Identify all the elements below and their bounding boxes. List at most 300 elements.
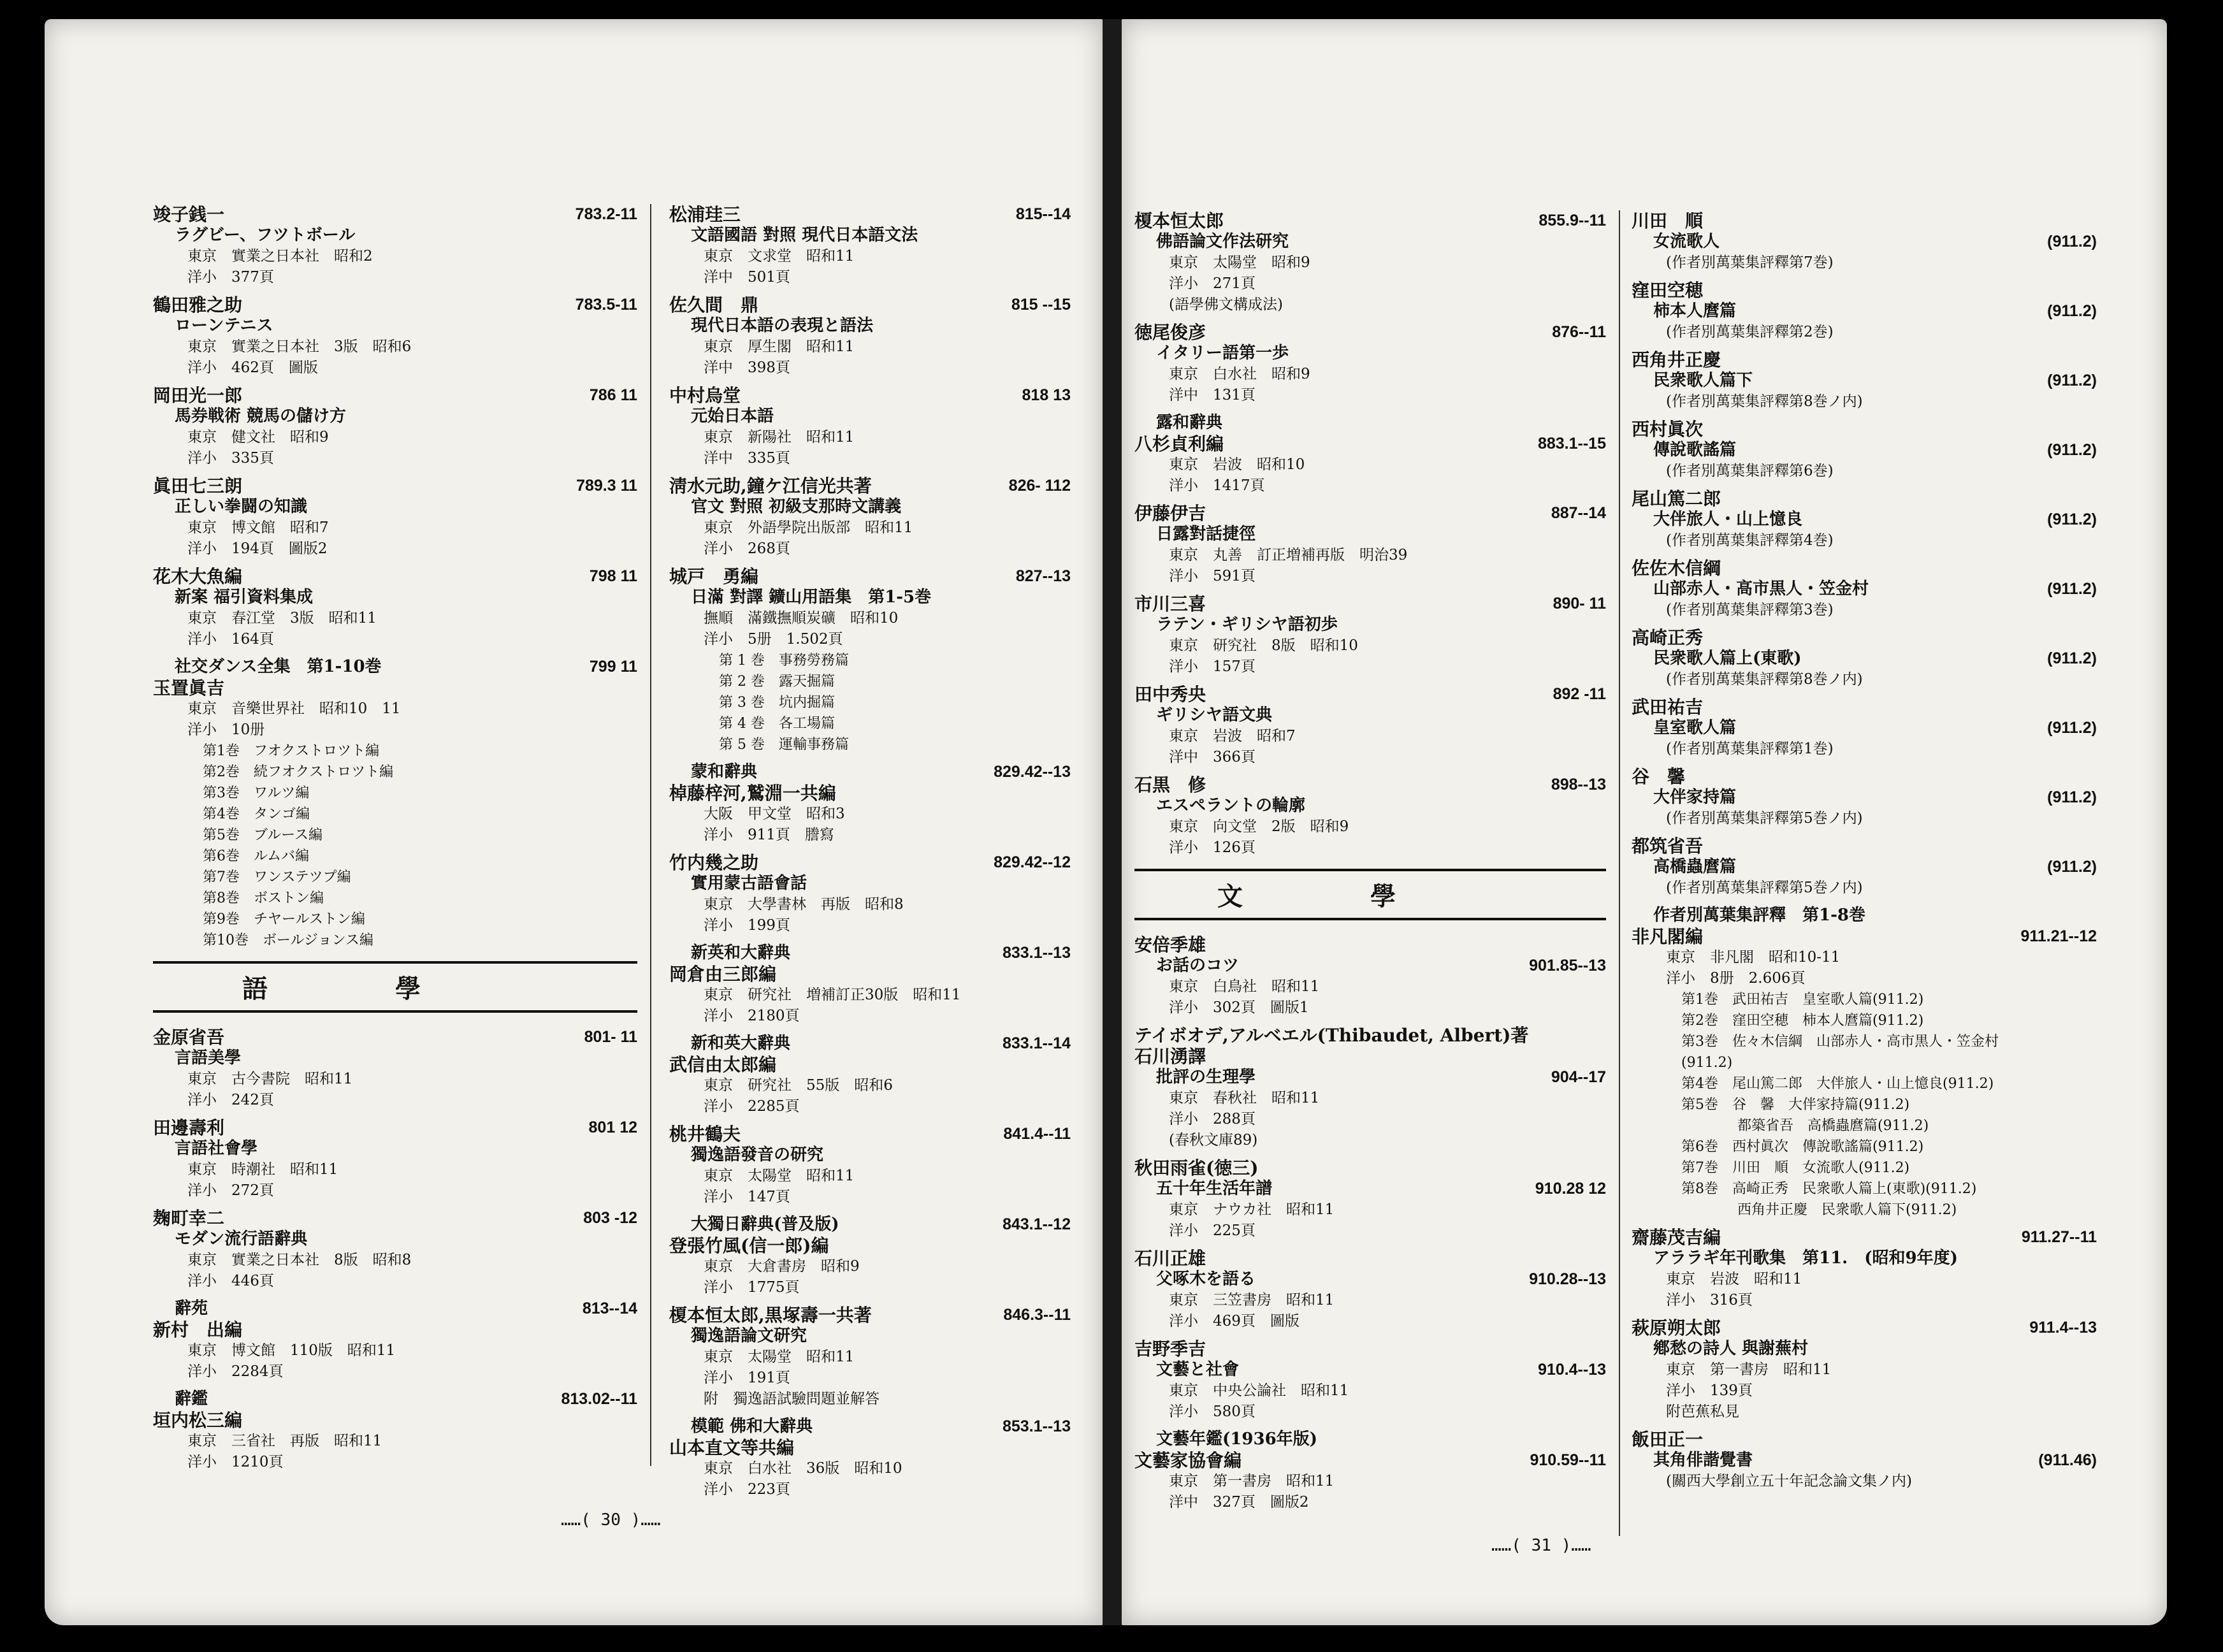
entry-text: 附芭蕉私見 (1666, 1403, 1739, 1420)
entry-line (669, 943, 1071, 964)
entry-text: 新案 福引資料集成 (175, 588, 314, 607)
column-divider (650, 204, 651, 1466)
entry-line (153, 1117, 637, 1138)
classification-number: 783.2-11 (575, 205, 637, 223)
column-divider (1619, 210, 1620, 1536)
entry-text: 洋小 194頁 圖版2 (187, 540, 328, 557)
entry-line (1632, 905, 2097, 926)
entry-line (153, 699, 637, 720)
catalog-entry (1632, 766, 2097, 829)
classification-number: 833.1--13 (1002, 944, 1071, 962)
catalog-entry (669, 1305, 1071, 1410)
entry-text: 洋中 398頁 (704, 359, 790, 376)
section-heading: 文學 (1134, 869, 1606, 920)
entry-line (1632, 739, 2097, 760)
entry-line (1134, 475, 1606, 496)
entry-line (669, 1124, 1071, 1145)
entry-text: 岡田光一郎 (153, 385, 243, 406)
classification-number: 890- 11 (1553, 595, 1606, 612)
entry-line (153, 825, 637, 846)
entry-line (669, 964, 1071, 985)
entry-text: 東京 岩波 昭和7 (1169, 728, 1296, 744)
entry-line (1134, 252, 1606, 273)
catalog-entry (669, 566, 1071, 755)
entry-text: 洋小 2284頁 (187, 1363, 284, 1380)
catalog-entry (669, 943, 1071, 1027)
entry-line (153, 1319, 637, 1340)
entry-line (1134, 593, 1606, 614)
right-column-1 (1134, 210, 1606, 1519)
entry-line (1632, 1450, 2097, 1471)
entry-line (669, 734, 1071, 755)
entry-text: 榎本恒太郎 (1134, 210, 1224, 231)
catalog-entry (1134, 684, 1606, 768)
catalog-entry (1134, 1338, 1606, 1423)
classification-number: 813.02--11 (561, 1390, 637, 1408)
entry-text: 露和辭典 (1156, 413, 1223, 432)
catalog-entry (153, 1389, 637, 1473)
entry-text: テイボオデ,アルベエル(Thibaudet, Albert)著 (1134, 1025, 1529, 1046)
entry-line (1134, 433, 1606, 454)
entry-line (1632, 1010, 2097, 1031)
catalog-entry (1632, 1317, 2097, 1423)
entry-text: イタリー語第一歩 (1156, 344, 1289, 363)
entry-line (1632, 857, 2097, 878)
entry-line (1134, 1402, 1606, 1423)
entry-line (1632, 509, 2097, 530)
entry-line (153, 294, 637, 315)
entry-line (669, 825, 1071, 846)
entry-line (669, 1075, 1071, 1096)
entry-line (1632, 787, 2097, 808)
entry-line (1632, 669, 2097, 690)
classification-number: (911.2) (2047, 649, 2097, 667)
entry-line (153, 1410, 637, 1431)
entry-text: 東京 研究社 8版 昭和10 (1169, 637, 1358, 654)
entry-text: 第 4 巻 各工場篇 (719, 716, 835, 732)
entry-line (669, 427, 1071, 448)
entry-line (1134, 1492, 1606, 1513)
entry-line (1632, 1317, 2097, 1338)
entry-text: 批評の生理學 (1156, 1068, 1256, 1087)
entry-line (153, 566, 637, 587)
entry-line (1134, 273, 1606, 294)
entry-text: 佛語論文作法研究 (1156, 232, 1289, 251)
entry-text: 谷 馨 (1632, 766, 1686, 787)
entry-text: ギリシヤ語文典 (1156, 706, 1273, 725)
entry-line (1632, 926, 2097, 947)
entry-line (1632, 1157, 2097, 1178)
classification-number: 798 11 (589, 567, 637, 585)
entry-line (153, 1452, 637, 1473)
entry-line (1134, 343, 1606, 364)
entry-text: 東京 第一書房 昭和11 (1169, 1473, 1335, 1489)
classification-number: 801- 11 (584, 1028, 637, 1046)
entry-text: 東京 丸善 訂正増補再版 明治39 (1169, 547, 1408, 563)
entry-line (1134, 1025, 1606, 1046)
entry-line (669, 448, 1071, 469)
entry-line (153, 1298, 637, 1319)
entry-line (1134, 503, 1606, 524)
entry-line (669, 496, 1071, 518)
catalog-entry (1134, 593, 1606, 677)
entry-text: 洋小 1417頁 (1169, 477, 1265, 494)
entry-text: 洋小 268頁 (704, 540, 790, 557)
catalog-entry (1134, 503, 1606, 587)
entry-line (1134, 816, 1606, 837)
classification-number: (911.2) (2047, 372, 2097, 389)
entry-line (1632, 1052, 2097, 1073)
left-column-2 (669, 204, 1071, 1507)
entry-line (153, 406, 637, 427)
entry-text: 蒙和辭典 (691, 762, 758, 781)
entry-text: 第2巻 続フオクストロツト編 (203, 764, 394, 780)
catalog-entry (1134, 322, 1606, 406)
entry-text: 第9巻 チヤールストン編 (203, 911, 365, 927)
classification-number: 904--17 (1551, 1068, 1606, 1086)
entry-text: 民衆歌人篇下 (1653, 371, 1753, 390)
catalog-entry (153, 1208, 637, 1292)
entry-text: 洋小 242頁 (187, 1092, 274, 1108)
entry-line (669, 804, 1071, 825)
entry-line (1632, 1227, 2097, 1248)
entry-text: 新和英大辭典 (691, 1034, 791, 1053)
catalog-entry (669, 204, 1071, 288)
entry-text: 西村眞次 (1632, 419, 1704, 440)
entry-line (153, 1361, 637, 1382)
entry-text: 洋小 5册 1.502頁 (704, 631, 843, 648)
entry-text: 第1巻 フオクストロツト編 (203, 743, 380, 759)
entry-line (1632, 558, 2097, 579)
entry-text: 金原省吾 (153, 1027, 225, 1048)
entry-line (1134, 1269, 1606, 1290)
classification-number: 887--14 (1551, 504, 1606, 522)
entry-text: 石川湧譯 (1134, 1046, 1206, 1067)
entry-line (153, 337, 637, 358)
entry-line (153, 1229, 637, 1250)
entry-text: 安倍季雄 (1134, 934, 1206, 955)
entry-line (1134, 635, 1606, 656)
entry-text: 第10巻 ボールジョンス編 (203, 932, 373, 948)
entry-text: 東京 春秋社 昭和11 (1169, 1090, 1320, 1106)
entry-text: 新英和大辭典 (691, 943, 791, 962)
left-page (45, 19, 1103, 1625)
entry-text: 西角井正慶 民衆歌人篇下(911.2) (1681, 1202, 1957, 1218)
entry-line (153, 385, 637, 406)
classification-number: 786 11 (589, 386, 637, 404)
classification-number: 829.42--13 (994, 763, 1071, 781)
classification-number: (911.2) (2047, 858, 2097, 876)
entry-line (669, 713, 1071, 734)
entry-text: 洋小 1210頁 (187, 1454, 284, 1470)
entry-line (669, 629, 1071, 650)
entry-text: 馬券戦術 競馬の儲け方 (175, 407, 347, 426)
classification-number: 815 --15 (1011, 296, 1071, 314)
entry-text: 第5巻 谷 馨 大伴家持篇(911.2) (1681, 1097, 1910, 1113)
entry-text: 新村 出編 (153, 1319, 243, 1340)
entry-line (153, 1090, 637, 1111)
entry-text: 佐久間 鼎 (669, 294, 759, 315)
entry-line (153, 204, 637, 225)
entry-line (1632, 648, 2097, 669)
entry-text: 第2巻 窪田空穂 柿本人麿篇(911.2) (1681, 1013, 1924, 1029)
entry-line (153, 448, 637, 469)
entry-text: 附 獨逸語試驗問題並解答 (704, 1391, 880, 1407)
catalog-entry (669, 1033, 1071, 1117)
entry-text: 東京 實業之日本社 昭和2 (187, 248, 373, 264)
entry-line (153, 741, 637, 762)
entry-line (1134, 726, 1606, 747)
entry-text: 第5巻 ブルース編 (203, 827, 323, 843)
entry-text: 東京 實業之日本社 3版 昭和6 (187, 338, 412, 355)
entry-line (1632, 718, 2097, 739)
classification-number: 910.28 12 (1535, 1180, 1606, 1198)
entry-text: 第7巻 ワンステツプ編 (203, 869, 351, 885)
catalog-entry (1134, 1025, 1606, 1151)
entry-line (153, 867, 637, 888)
entry-line (153, 608, 637, 629)
entry-text: 鄕愁の詩人 與謝蕪村 (1653, 1339, 1809, 1358)
entry-text: (作者別萬葉集評釋第8巻ノ内) (1666, 393, 1863, 410)
entry-line (1134, 294, 1606, 315)
catalog-entry (1632, 210, 2097, 273)
entry-text: 柿本人麿篇 (1653, 301, 1737, 321)
entry-line (669, 1347, 1071, 1368)
entry-line (153, 496, 637, 518)
catalog-entry (1632, 905, 2097, 1221)
entry-text: 東京 三省社 再版 昭和11 (187, 1433, 382, 1449)
entry-line (669, 1479, 1071, 1500)
catalog-entry (153, 294, 637, 379)
entry-text: 洋小 580頁 (1169, 1403, 1256, 1420)
entry-line (669, 1368, 1071, 1389)
classification-number: 898--13 (1551, 776, 1606, 793)
entry-text: 東京 時潮社 昭和11 (187, 1161, 338, 1178)
entry-text: 作者別萬葉集評釋 第1-8巻 (1653, 906, 1865, 925)
classification-number: 910.4--13 (1537, 1361, 1606, 1379)
entry-line (1134, 1359, 1606, 1380)
entry-line (153, 427, 637, 448)
entry-line (1134, 524, 1606, 545)
entry-line (153, 246, 637, 267)
entry-text: 徳尾俊彦 (1134, 322, 1206, 343)
entry-line (1134, 1221, 1606, 1242)
entry-line (153, 1159, 637, 1180)
entry-text: 洋小 164頁 (187, 631, 274, 648)
entry-text: 民衆歌人篇上(東歌) (1653, 649, 1802, 668)
entry-text: アララギ年刊歌集 第11. (昭和9年度) (1653, 1249, 1958, 1268)
entry-line (1632, 210, 2097, 231)
classification-number: 833.1--14 (1002, 1034, 1071, 1052)
entry-text: 飯田正一 (1632, 1429, 1704, 1450)
entry-line (1134, 385, 1606, 406)
entry-line (1632, 1115, 2097, 1136)
entry-text: 東京 大學書林 再版 昭和8 (704, 896, 904, 913)
catalog-entry (1134, 1429, 1606, 1513)
entry-line (669, 1096, 1071, 1117)
entry-text: 洋小 469頁 圖版 (1169, 1313, 1300, 1330)
entry-line (1134, 934, 1606, 955)
entry-text: 第7巻 川田 順 女流歌人(911.2) (1681, 1160, 1910, 1176)
entry-text: (911.2) (1681, 1055, 1733, 1071)
classification-number: (911.2) (2047, 302, 2097, 320)
classification-number: 801 12 (588, 1119, 637, 1136)
entry-text: 日滿 對譯 鑛山用語集 第1-5巻 (691, 588, 932, 607)
entry-line (1632, 1269, 2097, 1290)
entry-text: 皇室歌人篇 (1653, 718, 1737, 737)
entry-text: 田邊壽利 (153, 1117, 225, 1138)
entry-line (1632, 600, 2097, 621)
entry-line (153, 1180, 637, 1201)
entry-text: 洋中 131頁 (1169, 387, 1256, 403)
catalog-entry (1632, 349, 2097, 412)
entry-line (1134, 231, 1606, 252)
entry-text: 八杉貞利編 (1134, 433, 1224, 454)
entry-text: 伊藤伊吉 (1134, 503, 1206, 524)
entry-line (669, 608, 1071, 629)
entry-text: 松浦珪三 (669, 204, 741, 225)
entry-text: (作者別萬葉集評釋第3巻) (1666, 602, 1834, 618)
entry-line (153, 888, 637, 909)
catalog-entry (1134, 210, 1606, 315)
entry-line (1134, 747, 1606, 768)
section-heading: 語學 (153, 961, 637, 1013)
classification-number: 843.1--12 (1002, 1215, 1071, 1233)
entry-text: 文語國語 對照 現代日本語文法 (691, 226, 918, 245)
entry-line (1134, 1067, 1606, 1088)
entry-line (669, 1145, 1071, 1166)
catalog-entry (153, 566, 637, 650)
entry-text: 正しい拳闘の知識 (175, 497, 308, 516)
entry-line (153, 1069, 637, 1090)
entry-text: 城戸 勇編 (669, 566, 759, 587)
entry-text: 洋小 911頁 謄寫 (704, 827, 834, 843)
entry-text: 文藝年鑑(1936年版) (1156, 1430, 1317, 1449)
entry-line (153, 1271, 637, 1292)
entry-line (153, 1048, 637, 1069)
entry-line (669, 873, 1071, 894)
entry-text: 武信由太郎編 (669, 1054, 777, 1075)
entry-text: 都築省吾 高橋蟲麿篇(911.2) (1681, 1118, 1929, 1134)
entry-text: 洋小 591頁 (1169, 568, 1256, 584)
catalog-entry (153, 385, 637, 469)
entry-line (669, 204, 1071, 225)
entry-line (1134, 1450, 1606, 1471)
entry-line (1632, 461, 2097, 482)
entry-line (153, 1389, 637, 1410)
entry-text: 東京 健文社 昭和9 (187, 429, 329, 446)
entry-text: モダン流行語辭典 (175, 1229, 308, 1249)
entry-text: 洋小 126頁 (1169, 839, 1256, 856)
entry-text: 其角俳諧覺書 (1653, 1451, 1753, 1470)
entry-text: 洋小 147頁 (704, 1189, 790, 1205)
entry-line (669, 915, 1071, 936)
entry-line (1134, 1248, 1606, 1269)
entry-text: 東京 音樂世界社 昭和10 11 (187, 700, 401, 717)
entry-line (669, 246, 1071, 267)
entry-line (669, 225, 1071, 246)
entry-line (153, 762, 637, 783)
classification-number: 841.4--11 (1003, 1125, 1071, 1143)
entry-text: 東京 向文堂 2版 昭和9 (1169, 818, 1349, 835)
entry-text: 實用蒙古語會話 (691, 874, 807, 893)
catalog-entry (153, 1117, 637, 1201)
entry-line (153, 1431, 637, 1452)
entry-text: 言語美學 (175, 1048, 242, 1068)
classification-number: 911.21--12 (2020, 927, 2097, 945)
entry-line (1134, 614, 1606, 635)
classification-number: 911.4--13 (2029, 1319, 2097, 1337)
entry-line (1632, 989, 2097, 1010)
classification-number: 855.9--11 (1539, 212, 1606, 229)
entry-text: 東京 岩波 昭和10 (1169, 456, 1305, 473)
entry-line (669, 1305, 1071, 1326)
entry-line (153, 587, 637, 608)
entry-text: (語學佛文構成法) (1169, 296, 1283, 313)
entry-line (1632, 1031, 2097, 1052)
entry-line (1134, 1109, 1606, 1130)
entry-text: 中村烏堂 (669, 385, 741, 406)
entry-text: 第 2 巻 露天掘篇 (719, 674, 835, 690)
entry-text: (作者別萬葉集評釋第1巻) (1666, 741, 1834, 757)
classification-number: (911.46) (2038, 1451, 2097, 1469)
entry-text: (作者別萬葉集評釋第4巻) (1666, 532, 1834, 549)
entry-line (1134, 795, 1606, 816)
entry-text: 竣子銭一 (153, 204, 225, 225)
entry-line (669, 1187, 1071, 1208)
entry-text: 元始日本語 (691, 407, 774, 426)
catalog-entry (669, 1124, 1071, 1208)
entry-line (1632, 280, 2097, 301)
entry-text: 東京 古今書院 昭和11 (187, 1071, 353, 1087)
entry-line (1134, 705, 1606, 726)
entry-line (669, 1458, 1071, 1479)
entry-line (1632, 1338, 2097, 1359)
classification-number: 846.3--11 (1003, 1306, 1071, 1324)
catalog-entry (669, 294, 1071, 379)
entry-text: (作者別萬葉集評釋第6巻) (1666, 463, 1834, 479)
entry-line (153, 677, 637, 699)
entry-text: 東京 白鳥社 昭和11 (1169, 978, 1320, 995)
entry-text: 東京 研究社 増補訂正30版 昭和11 (704, 987, 961, 1003)
entry-line (1632, 440, 2097, 461)
classification-number: 901.85--13 (1529, 957, 1606, 975)
entry-line (1632, 947, 2097, 968)
entry-line (1632, 836, 2097, 857)
entry-line (153, 1027, 637, 1048)
classification-number: (911.2) (2047, 233, 2097, 250)
entry-text: 田中秀央 (1134, 684, 1206, 705)
entry-line (153, 1138, 637, 1159)
catalog-entry (1134, 1157, 1606, 1242)
entry-text: 第4巻 タンゴ編 (203, 806, 310, 822)
classification-number: (911.2) (2047, 580, 2097, 598)
entry-text: 第 1 巻 事務勞務篇 (719, 653, 849, 669)
classification-number: 883.1--15 (1537, 435, 1606, 453)
entry-line (1632, 370, 2097, 391)
entry-text: 西角井正慶 (1632, 349, 1721, 370)
classification-number: 813--14 (582, 1300, 637, 1317)
entry-line (669, 406, 1071, 427)
entry-text: 東京 文求堂 昭和11 (704, 248, 855, 264)
entry-line (669, 385, 1071, 406)
entry-text: 第3巻 佐々木信綱 山部赤人・高市黒人・笠金村 (1681, 1034, 1999, 1050)
entry-text: (關西大學創立五十年記念論文集ノ内) (1666, 1473, 1912, 1489)
page-number: ……( 30 )…… (561, 1511, 661, 1530)
entry-text: 登張竹風(信一郎)編 (669, 1235, 829, 1256)
entry-text: 萩原朔太郎 (1632, 1317, 1721, 1338)
entry-line (153, 539, 637, 560)
